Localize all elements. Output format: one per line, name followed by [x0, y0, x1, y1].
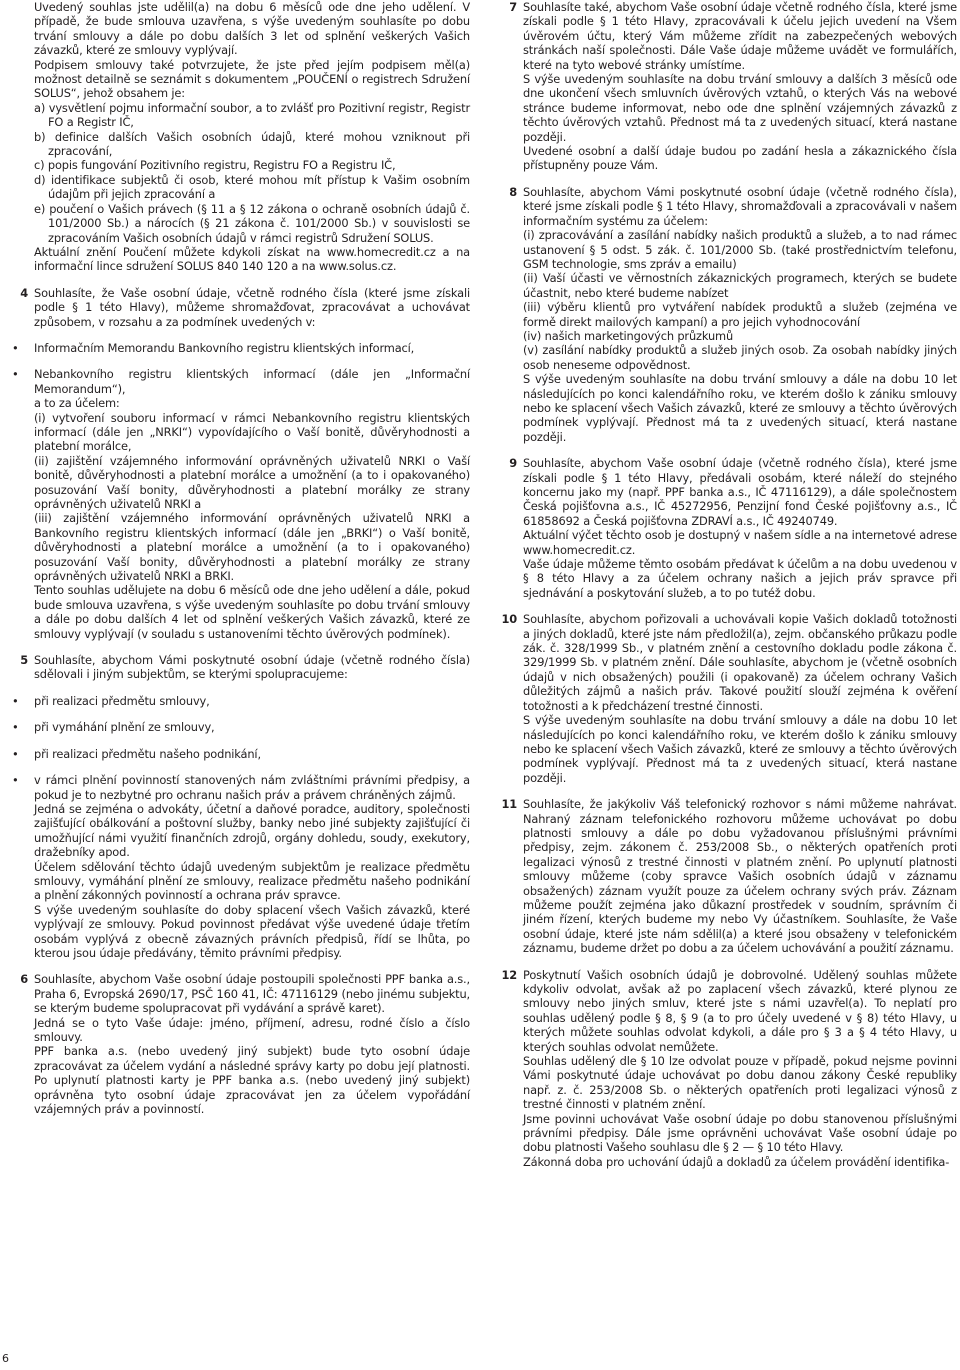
left-column [12, 0, 470, 1117]
paragraph: Vaše údaje můžeme těmto osobám předávat k účelům a na dobu uvedenou v § 8 této Hlavy a za účelem ochrany našich a jejich práv spravce při sjednávání a poskytování služeb, a to po tutéž dobu. [523, 557, 957, 600]
paragraph: Souhlasíte, že Vaše osobní údaje, včetně rodného čísla (které jsme získali podle § 1 této Hlavy), můžeme shromažďovat, zpracovávat a uchovávat způsobem, v rozsahu a za podmínek uvedených v: [34, 285, 470, 329]
list-item: (iii) výběru klientů pro vytváření nabídek produktů a služeb (zejména ve formě direkt mailových kampaní) a pro jejich vyhodnocování [523, 300, 957, 329]
paragraph: Souhlasíte, že jakýkoliv Váš telefonický rozhovor s námi můžeme nahrávat. Nahraný záznam telefonického rozhovoru můžeme uchovávat po dobu platnosti smlouvy a dále po dobu vyžadovanou příslušnými právními předpisy, zejm. zákonem č. 253/2008 Sb., o některých opatřeních proti legalizaci výnosů z trestné činnosti v platném znění. Po uplynutí platnosti smlouvy můžeme (coby spravce Vašich osobních údajů v záznamu obsažených) záznam využít pouze za účelem ochrany svých práv. Záznam můžeme použít zejména jako důkazní prostředek v soudním, správním či jiném řízení, kterých budeme my nebo Vy účastníkem. Souhlasíte, že Vaše osobní údaje, které jste nám sdělil(a) a které jsou obsaženy v telefonickém záznamu, budeme držet po dobu a za účelem uchovávání a použití záznamu. [523, 797, 957, 956]
bullet-text: při realizaci předmětu smlouvy, [34, 693, 210, 708]
section-11 [501, 797, 957, 956]
paragraph: Zákonná doba pro uchování údajů a dokladů za účelem provádění identifika- [523, 1154, 950, 1169]
paragraph: Jedná se zejména o advokáty, účetní a daňové poradce, auditory, společnosti zajišťující obálkování a poštovní služby, banky nebo jiné subjekty zajišťující či umožňující námi využití finančních zdrojů, orgány dohledu, soudy, exekutory, dražebníky apod. [34, 801, 470, 860]
bullet-item [12, 693, 470, 708]
paragraph: Účelem sdělování těchto údajů uvedeným subjektům je realizace předmětu smlouvy, vymáhání plnění ze smlouvy, realizace předmětu našeho podnikání a plnění zákonných povinností a ochrana práv spravce. [34, 859, 470, 903]
paragraph: PPF banka a.s. (nebo uvedený jiný subjekt) bude tyto osobní údaje zpracovávat za účelem vydání a následné správy karty po dobu její platnosti. Po uplynutí platnosti karty je PPF banka a.s. (nebo uvedený jiný subjekt) oprávněna tyto osobní údaje zpracovávat jen za účelem vypořádání vzájemných práv a povinností. [34, 1044, 470, 1117]
list-item: e) poučení o Vašich právech (§ 11 a § 12 zákona o ochraně osobních údajů č. 101/2000 Sb.) a nárocích (§ 21 zákona č. 101/2000 Sb.) v souvislosti se zpracováním Vašich osobních údajů v rámci registrů Sdružení SOLUS. [34, 201, 470, 245]
section-9 [509, 456, 957, 528]
paragraph: S výše uvedeným souhlasíte na dobu trvání smlouvy a dalších 3 měsíců ode dne ukončení všech smluvních úvěrových vztahů, o kterých Vás na webové stránce budeme informovat, nebo ode dne splnění vzájemných závazků z těchto úvěrových vztahů. Přednost má ta z uvedených situací, která nastane později. [523, 72, 957, 144]
bullet-text: při vymáhání plnění ze smlouvy, [34, 720, 215, 735]
list-item: d) identifikace subjektů či osob, které mohou mít přístup k Vašim osobním údajům při jejich zpracování a [34, 172, 470, 202]
paragraph: S výše uvedeným souhlasíte do doby splacení všech Vašich závazků, které vyplývají ze smlouvy. Pokud povinnost předávat výše uvedené údaje třetím osobám vyplývá z obecně závazných právních předpisů, řídí se lhůta, po kterou jsou údaje předávány, těmito právními předpisy. [34, 902, 470, 960]
bullet-text: Nebankovního registru klientských informací (dále jen „Informační Memorandum“), [34, 367, 470, 396]
list-item: (i) zpracovávání a zasílání nabídky našich produktů a služeb, a to nad rámec ustanovení § 5 odst. 5 zák. č. 101/2000 Sb. (také prostřednictvím telefonu, GSM technologie, sms zpráv a emailu) [523, 228, 957, 271]
paragraph: Souhlasíte, abychom pořizovali a uchovávali kopie Vašich dokladů totožnosti a jiných dokladů, které jste nám předložil(a), zejm. občanského průkazu podle zák. č. 328/1999 Sb., v platném znění a cestovního dokladu podle zákona č. 329/1999 Sb. v platném znění. Dále souhlasíte, abychom je (včetně osobních údajů v nich obsažených) použili (i opakovaně) za účelem ochrany Vašich důležitých zájmů a našich práv. Takové použití slouží zejména k ověření totožnosti a k předcházení trestné činnosti. [523, 612, 957, 713]
paragraph: Uvedený souhlas jste udělil(a) na dobu 6 měsíců ode dne jeho udělení. V případě, že bude smlouva uzavřena, s výše uvedeným souhlasíte po dobu trvání smlouvy a dále po dobu dalších 3 let od splnění veškerých Vašich závazků, které ze smlouvy vyplývají. [34, 0, 470, 58]
section-number: 9 [509, 456, 517, 471]
bullet-item [12, 773, 470, 802]
paragraph: Tento souhlas udělujete na dobu 6 měsíců ode dne jeho udělení a dále, pokud bude smlouva uzavřena, s výše uvedeným souhlasíte po dobu trvání smlouvy a dále po dobu dalších 4 let od splnění veškerých Vašich závazků, které ze smlouvy vyplývají (v souladu s ustanoveními těchto úvěrových podmínek). [34, 583, 470, 641]
paragraph: Poskytnutí Vašich osobních údajů je dobrovolné. Udělený souhlas můžete kdykoliv odvolat, avšak až po zaplacení všech závazků, které plynou ze smlouvy nebo jiných smluv, které jste s námi uzavřel(a). To neplatí pro souhlas udělený podle § 8, § 9 (a to pro účely uvedené v § 8) této Hlavy, u kterých můžete souhlas odvolat kdykoli, a dále pro § 3 a § 4 této Hlavy, u kterých souhlas odvolat nemůžete. [523, 967, 957, 1054]
bullet-item [12, 746, 470, 761]
list-item: (ii) Vaší účasti ve věrnostních zákaznických programech, kterých se budete účastnit, nebo které budeme nabízet [523, 271, 957, 300]
section-5 [20, 653, 470, 682]
bullet-item [12, 720, 470, 735]
paragraph: Souhlasíte, abychom Vámi poskytnuté osobní údaje (včetně rodného čísla), které jsme získali podle § 1 této Hlavy, shromažďovali a zpracovávali v našem informačním systému za účelem: [523, 184, 957, 228]
bullet-icon: • [12, 746, 19, 761]
bullet-icon: • [12, 367, 19, 382]
list-item: a) vysvětlení pojmu informační soubor, a to zvlášť pro Pozitivní registr, Registr FO a Registr IČ, [34, 100, 470, 130]
section-6 [20, 972, 470, 1016]
bullet-text: v rámci plnění povinností stanovených nám zvláštními právními předpisy, a pokud je to nezbytné pro ochranu našich práv a právem chráněných zájmů. [34, 773, 470, 802]
paragraph: Souhlasíte, abychom Vaše osobní údaje postoupili společnosti PPF banka a.s., Praha 6, Evropská 2690/17, PSČ 160 41, IČ: 47116129 (nebo jinému subjektu, se kterým budeme spolupracovat při vydávání a správě karet). [34, 972, 470, 1016]
paragraph: Uvedené osobní a další údaje budou po zadání hesla a zákaznického čísla přístupněny pouze Vám. [523, 144, 957, 173]
section-4 [20, 285, 470, 329]
section-7 [509, 0, 957, 72]
paragraph: a to za účelem: [34, 396, 120, 411]
bullet-item [12, 367, 470, 396]
paragraph: Souhlasíte také, abychom Vaše osobní údaje včetně rodného čísla, které jsme získali podle § 1 této Hlavy, zpracovávali k účelu jejich uvedení na Všem úvěrovém účtu, který Vám můžeme zřídit na zabezpečených webových stránkách naší společnosti. Dále Vaše údaje můžeme uvádět ve formulářích, které na tyto webové stránky umístíme. [523, 0, 957, 72]
section-number: 5 [20, 653, 28, 668]
section-number: 10 [501, 612, 517, 627]
bullet-item [12, 340, 470, 355]
section-10 [501, 612, 957, 713]
section-8 [509, 184, 957, 228]
bullet-icon: • [12, 773, 19, 788]
paragraph: Aktuální znění Poučení můžete kdykoli získat na www.homecredit.cz a na informační lince sdružení SOLUS 840 140 120 a na www.solus.cz. [34, 244, 470, 274]
section-12 [501, 967, 957, 1054]
paragraph: Souhlasíte, abychom Vámi poskytnuté osobní údaje (včetně rodného čísla) sdělovali i jiným subjektům, se kterými spolupracujeme: [34, 653, 470, 682]
page-number: 6 [2, 1352, 9, 1365]
paragraph: Jsme povinni uchovávat Vaše osobní údaje po dobu stanovenou příslušnými právními předpisy. Dále jsme oprávněni uchovávat Vaše osobní údaje po dobu platnosti Vašeho souhlasu dle § 2 — § 10 této Hlavy. [523, 1111, 957, 1155]
bullet-icon: • [12, 693, 19, 708]
list-item: c) popis fungování Pozitivního registru, Registru FO a Registru IČ, [34, 158, 396, 173]
section-number: 12 [501, 967, 517, 982]
paragraph: Souhlasíte, abychom Vaše osobní údaje (včetně rodného čísla), které jsme získali podle § 1 této Hlavy, předávali osobám, které náleží do stejného koncernu jako my (např. PPF banka a.s., IČ 47116129), a dále společnostem Česká pojišťovna a.s., IČ 45272956, Penzijní fond České pojišťovny a.s., IČ 61858692 a Česká pojišťovna ZDRAVÍ a.s., IČ 49240749. [523, 456, 957, 528]
paragraph: S výše uvedeným souhlasíte na dobu trvání smlouvy a dále na dobu 10 let následujících po konci kalendářního roku, ve kterém došlo k zániku smlouvy nebo ke splacení všech Vašich závazků, které ze smlouvy a těchto úvěrových podmínek vyplývají. Přednost má ta z uvedených situací, která nastane později. [523, 372, 957, 444]
list-item: b) definice dalších Vašich osobních údajů, které mohou vzniknout při zpracování, [34, 129, 470, 159]
section-number: 6 [20, 972, 28, 987]
section-number: 7 [509, 0, 517, 14]
paragraph: Souhlas udělený dle § 10 lze odvolat pouze v případě, pokud nejsme povinni Vámi poskytnuté údaje uchovávat po dobu danou zákony České republiky např. z. č. 253/2008 Sb. o některých opatřeních proti legalizaci výnosů z trestné činnosti v platném znění. [523, 1054, 957, 1112]
list-item: (iv) našich marketingových průzkumů [523, 328, 734, 343]
section-number: 8 [509, 184, 517, 199]
bullet-text: Informačním Memorandu Bankovního registru klientských informací, [34, 340, 415, 355]
paragraph: Podpisem smlouvy také potvrzujete, že jste před jejím podpisem měl(a) možnost detailně se seznámit s dokumentem „POUČENÍ o registrech Sdružení SOLUS“, jehož obsahem je: [34, 57, 470, 101]
paragraph: S výše uvedeným souhlasíte na dobu trvání smlouvy a dále na dobu 10 let následujících po konci kalendářního roku, ve kterém došlo k zániku smlouvy nebo ke splacení všech Vašich závazků, které ze smlouvy a těchto úvěrových podmínek vyplývají. Přednost má ta z uvedených situací, která nastane později. [523, 713, 957, 785]
list-item: (ii) zajištění vzájemného informování oprávněných uživatelů NRKI o Vaší bonitě, důvěryhodnosti a platební morálce a umožnění (a to i opakovaného) posuzování Vaší bonity, důvěryhodnosti a platební morálky ze strany oprávněných uživatelů NRKI a [34, 453, 470, 511]
list-item: (iii) zajištění vzájemného informování oprávněných uživatelů NRKI a Bankovního registru klientských informací (dále jen „BRKI“) o Vaší bonitě, důvěryhodnosti a platební morálce a umožnění (a to i opakovaného) posuzování Vaší bonity, důvěryhodnosti a platební morálky ze strany oprávněných uživatelů NRKI a BRKI. [34, 511, 470, 584]
list-item: (v) zasílání nabídky produktů a služeb jiných osob. Za osobah nabídky jiných osob neneseme odpovědnost. [523, 343, 957, 372]
paragraph: Aktuální výčet těchto osob je dostupný v našem sídle a na internetové adrese www.homecredit.cz. [523, 528, 957, 557]
paragraph: Jedná se o tyto Vaše údaje: jméno, příjmení, adresu, rodné číslo a číslo smlouvy. [34, 1015, 470, 1044]
section-number: 11 [501, 797, 517, 812]
list-item: (i) vytvoření souboru informací v rámci Nebankovního registru klientských informací (dále jen „NRKI“) vypovídajícího o Vaší bonitě, důvěryhodnosti a platební morálce, [34, 410, 470, 454]
bullet-icon: • [12, 340, 19, 355]
right-column [501, 0, 957, 1169]
bullet-text: při realizaci předmětu našeho podnikání, [34, 746, 261, 761]
bullet-icon: • [12, 720, 19, 735]
section-number: 4 [20, 285, 28, 300]
